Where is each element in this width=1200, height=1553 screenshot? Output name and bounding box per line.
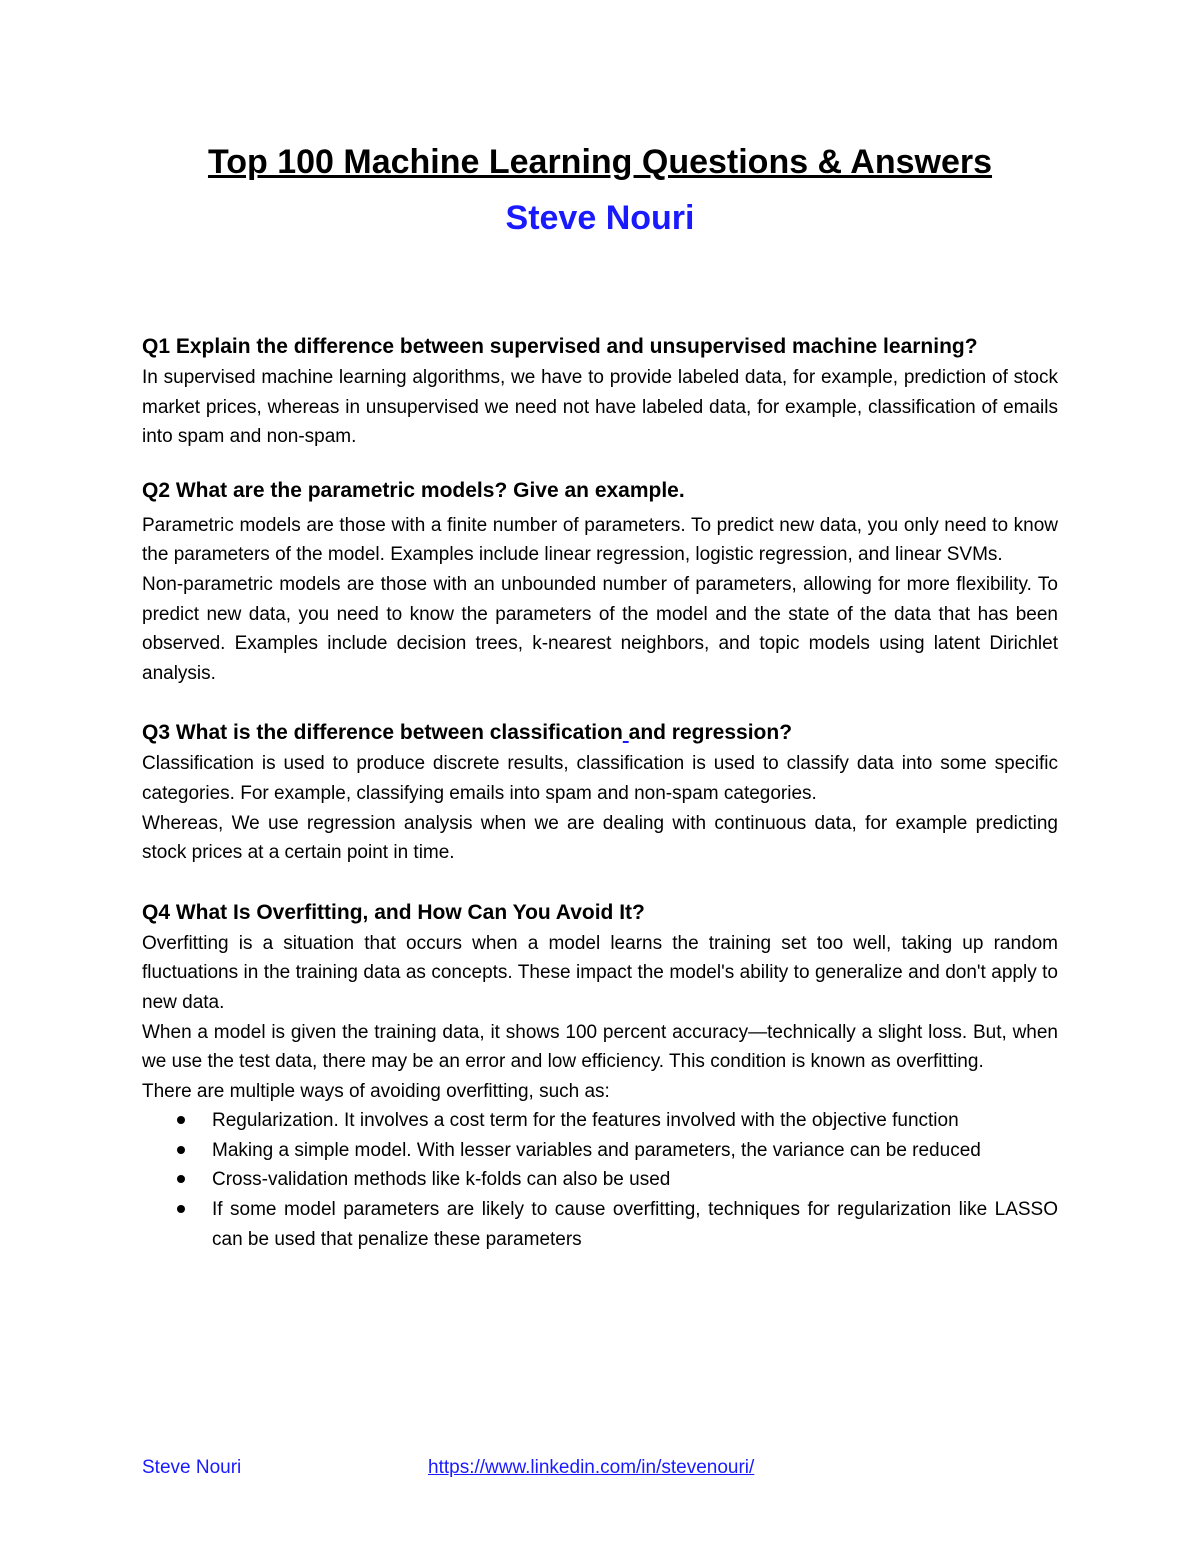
author-name: Steve Nouri (505, 199, 695, 237)
answer-4-paragraph-2: When a model is given the training data, it shows 100 percent accuracy—technically a slight loss. But, when we use the test data, there may be an error and low efficiency. This condition is known as overfitting. (142, 1021, 1058, 1073)
bullet-icon (177, 1175, 185, 1183)
qa-block-4 (142, 897, 1058, 1255)
page-content (142, 140, 1058, 1254)
footer-author: Steve Nouri (142, 1457, 242, 1478)
answer-2-paragraph-1: Parametric models are those with a finite number of parameters. To predict new data, you only need to know the parameters of the model. Examples include linear regression, logistic regression, and linear SVMs. (142, 514, 1058, 566)
answer-1-paragraph-1: In supervised machine learning algorithms, we have to provide labeled data, for example, prediction of stock market prices, whereas in unsupervised we need not have labeled data, for example, classification of emails into spam and non-spam. (142, 367, 1058, 448)
answer-2-paragraph-2: Non-parametric models are those with an unbounded number of parameters, allowing for more flexibility. To predict new data, you need to know the parameters of the model and the state of the data that has been observed. Examples include decision trees, k-nearest neighbors, and topic models using latent Dirichlet analysis. (142, 573, 1058, 684)
bullet-icon (177, 1116, 185, 1124)
list-item: If some model parameters are likely to cause overfitting, techniques for regularization like LASSO can be used that penalize these parameters (142, 1195, 1058, 1254)
answer-4-paragraph-3: There are multiple ways of avoiding overfitting, such as: (142, 1080, 610, 1102)
answer-4-paragraph-1: Overfitting is a situation that occurs when a model learns the training set too well, taking up random fluctuations in the training data as concepts. These impact the model's ability to generalize and don't apply to new data. (142, 932, 1058, 1013)
answer-3-paragraph-1: Classification is used to produce discrete results, classification is used to classify data into some specific categories. For example, classifying emails into spam and non-spam categories. (142, 753, 1058, 804)
list-item: Regularization. It involves a cost term for the features involved with the objective function (142, 1106, 1058, 1136)
qa-block-2 (142, 475, 1058, 689)
linkedin-link[interactable]: https://www.linkedin.com/in/stevenouri/ (428, 1457, 755, 1478)
list-item: Making a simple model. With lesser variables and parameters, the variance can be reduced (142, 1136, 1058, 1166)
qa-block-1 (142, 331, 1058, 452)
answer-3-paragraph-2: Whereas, We use regression analysis when we are dealing with continuous data, for example predicting stock prices at a certain point in time. (142, 812, 1058, 864)
bullet-icon (177, 1205, 185, 1213)
question-4: Q4 What Is Overfitting, and How Can You Avoid It? (142, 900, 645, 924)
bullet-icon (177, 1146, 185, 1154)
question-3-part-2: and regression? (628, 721, 793, 745)
question-3-part-1: Q3 What is the difference between classification (142, 721, 623, 745)
document-title: Top 100 Machine Learning Questions & Answers (207, 143, 993, 181)
question-3 (142, 717, 1058, 749)
qa-block-3 (142, 717, 1058, 867)
question-1: Q1 Explain the difference between supervised and unsupervised machine learning? (142, 335, 978, 358)
list-item: Cross-validation methods like k-folds can also be used (142, 1165, 1058, 1195)
question-2: Q2 What are the parametric models? Give an example. (142, 478, 685, 502)
overfitting-methods-list (142, 1106, 1058, 1254)
